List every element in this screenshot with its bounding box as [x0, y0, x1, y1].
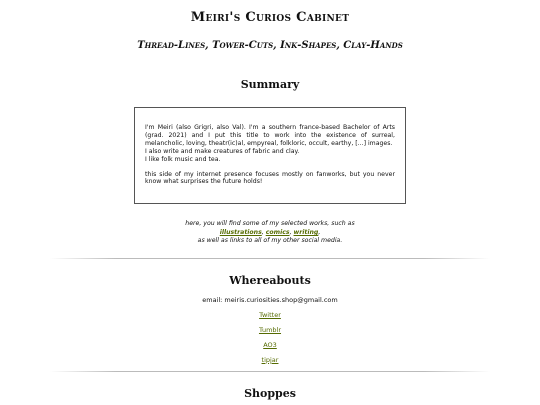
whereabouts-heading: Whereabouts — [229, 273, 311, 287]
illustrations-link[interactable]: illustrations — [219, 228, 262, 236]
intro-line-3: as well as links to all of my other social media. — [197, 237, 343, 245]
intro-line-1: here, you will find some of my selected works, such as — [185, 220, 355, 228]
ao3-link[interactable]: AO3 — [263, 340, 277, 349]
summary-line-1: I'm Meiri (also Grigri, also Val). I'm a southern france-based Bachelor of Arts (grad. 2021) and I put this title to work into the existence of surreal, melancholic, loving, theatr(ic)al, empyreal, folkloric, occult, earthy, [...] images. — [145, 124, 395, 147]
summary-line-3: I like folk music and tea. — [145, 155, 221, 163]
section-divider — [50, 371, 490, 372]
summary-box — [134, 107, 406, 204]
twitter-link[interactable]: Twitter — [259, 310, 281, 319]
summary-closing: this side of my internet presence focuses mostly on fanworks, but you never know what surprises the future holds! — [145, 170, 395, 186]
intro-separator: , — [261, 228, 266, 236]
summary-heading: Summary — [240, 78, 300, 91]
social-links — [0, 311, 540, 364]
shoppes-heading: Shoppes — [244, 386, 296, 400]
intro-separator: , — [289, 228, 294, 236]
tumblr-link[interactable]: Tumblr — [258, 325, 282, 334]
summary-line-2: I also write and make creatures of fabric and clay. — [145, 147, 300, 155]
tipjar-link[interactable]: tipjar — [261, 355, 279, 364]
section-divider — [50, 258, 490, 259]
intro-separator: , — [318, 228, 321, 236]
comics-link[interactable]: comics — [265, 228, 290, 236]
site-subtitle: Thread-Lines, Tower-Cuts, Ink-Shapes, Clay-Hands — [137, 40, 403, 51]
email-address: email: meiris.curiosities.shop@gmail.com — [202, 295, 338, 304]
intro-text — [0, 220, 540, 246]
site-title: Meiri's Curios Cabinet — [190, 10, 350, 25]
summary-text — [145, 124, 395, 164]
writing-link[interactable]: writing — [293, 228, 319, 236]
